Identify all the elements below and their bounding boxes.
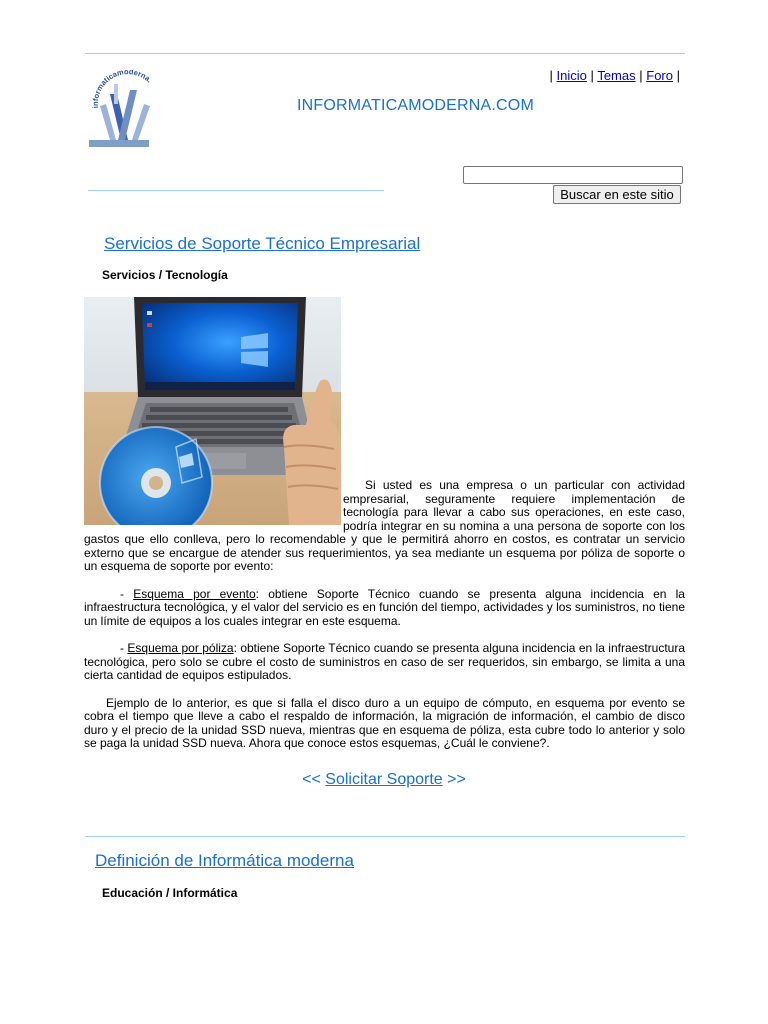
svg-text:informaticamoderna.com [86, 70, 154, 109]
item-text: : obtiene Soporte Técnico cuando se presenta alguna incidencia en la infraestructura tecnológica, pero solo se cubre el costo de suministros en caso de ser requeridos, sin embargo, se limita a una cierta cantidad de equipos estipulados. [84, 641, 685, 682]
cta-prefix: << [302, 771, 321, 788]
list-item-poliza [84, 642, 685, 683]
nav-link-inicio[interactable]: Inicio [556, 68, 587, 83]
nav-link-foro[interactable]: Foro [646, 68, 673, 83]
nav-separator: | [676, 68, 680, 83]
logo-text: informaticamoderna. [90, 70, 154, 109]
top-navigation [550, 68, 680, 83]
list-item-evento [84, 588, 685, 629]
article-body [84, 479, 685, 765]
search-button[interactable]: Buscar en este sitio [553, 185, 681, 204]
logo-graphic [86, 70, 162, 152]
search-input[interactable] [463, 166, 683, 184]
cta-solicitar-soporte [0, 771, 768, 789]
nav-separator: | [639, 68, 643, 83]
term-esquema-evento: Esquema por evento [133, 586, 256, 601]
cta-suffix: >> [447, 771, 466, 788]
nav-separator: | [590, 68, 594, 83]
intro-text: Si usted es una empresa o un particular con actividad empresarial, seguramente requiere implementación de tecnología para llevar a cabo sus operaciones, en este caso, podría integrar en su nomina a una persona de soporte con los gastos que ello conlleva, pero lo recomendable y que le permitirá ahorro en costos, es contratar un servicio externo que se encargue de atender sus requerimientos, ya sea mediante un esquema por póliza de soporte o un esquema de soporte por evento: [84, 478, 685, 573]
item-dash: - [120, 641, 124, 655]
article-title-informatica-moderna[interactable]: Definición de Informática moderna [95, 851, 354, 870]
top-divider [85, 53, 685, 54]
article-category: Servicios / Tecnología [102, 268, 228, 282]
item-dash: - [120, 586, 124, 601]
photo-spacer [84, 479, 343, 525]
nav-separator: | [549, 68, 553, 83]
header-divider [88, 190, 384, 191]
site-name: INFORMATICAMODERNA.COM [297, 97, 534, 114]
article-divider [85, 836, 685, 837]
article-title-soporte[interactable]: Servicios de Soporte Técnico Empresarial [104, 234, 421, 253]
item-text: : obtiene Soporte Técnico cuando se presenta alguna incidencia en la infraestructura tecnológica, y el valor del servicio es en función del tiempo, actividades y los suministros, no tiene un límite de equipos a los cuales integrar en este esquema. [84, 586, 685, 628]
article-category: Educación / Informática [102, 886, 238, 900]
solicitar-soporte-link[interactable]: Solicitar Soporte [325, 771, 443, 788]
nav-link-temas[interactable]: Temas [597, 68, 636, 83]
article-example [84, 697, 685, 751]
term-esquema-poliza: Esquema por póliza [127, 641, 234, 655]
example-text: Ejemplo de lo anterior, es que si falla el disco duro a un equipo de cómputo, en esquema por evento se cobra el tiempo que lleve a cabo el respaldo de información, la migración de información, el cambio de disco duro y el precio de la unidad SSD nueva, mientras que en esquema de póliza, esta cubre todo lo anterior y solo se paga la unidad SSD nueva. Ahora que conoce estos esquemas, ¿Cuál le conviene?. [84, 695, 685, 750]
site-logo[interactable] [86, 70, 162, 152]
